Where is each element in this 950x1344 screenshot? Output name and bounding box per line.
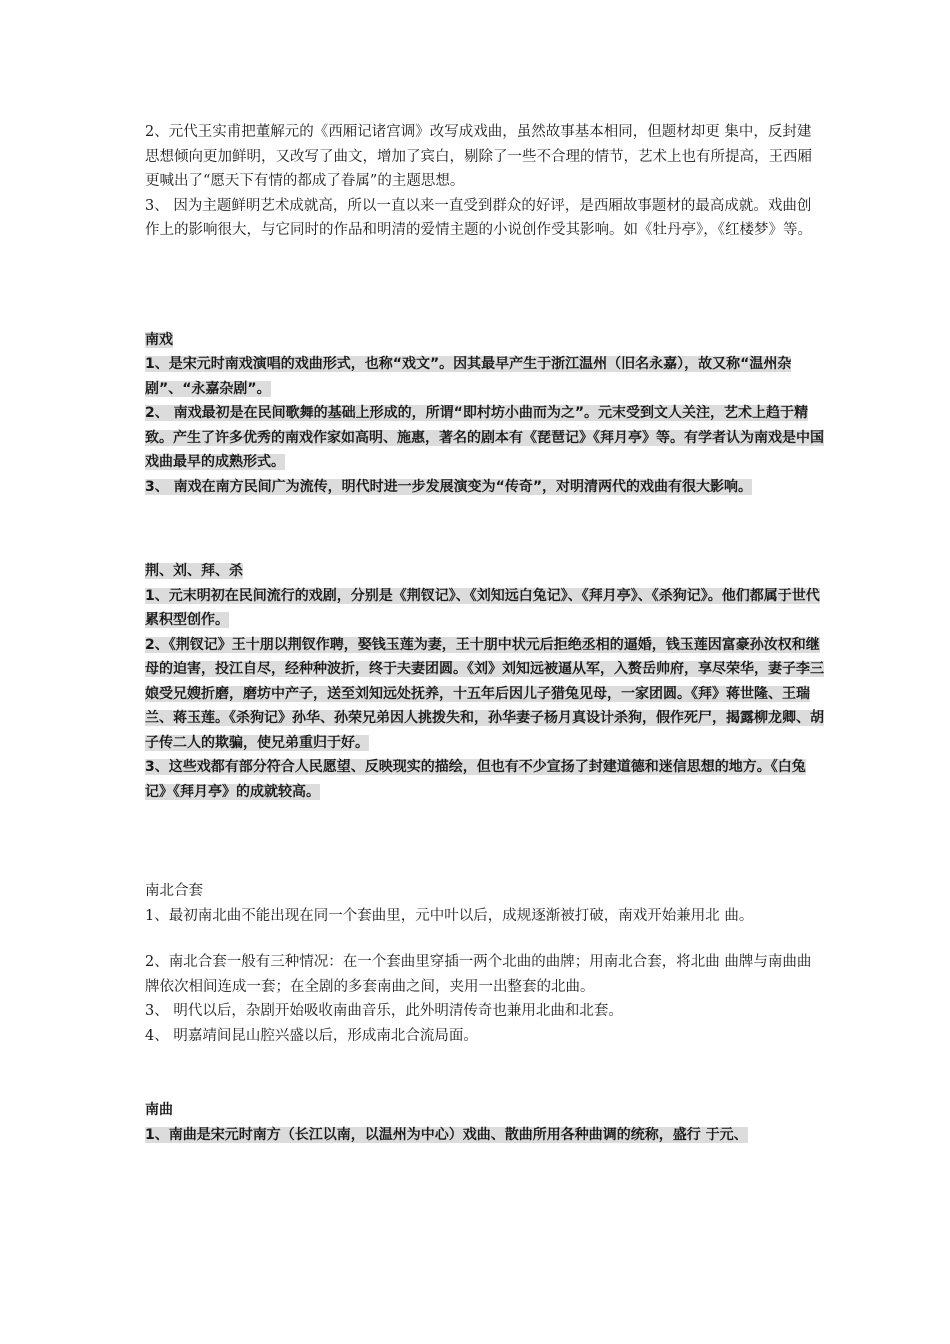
nanxi-item-3: 3、 南戏在南方民间广为流传，明代时进一步发展演变为“传奇”，对明清两代的戏曲有很大影响。	[145, 478, 753, 495]
nanqu-item-1: 1、南曲是宋元时南方（长江以南，以温州为中心）戏曲、散曲所用各种曲调的统称，盛行 于元、	[145, 1126, 748, 1143]
jingliu-item-3: 3、这些戏都有部分符合人民愿望、反映现实的描绘，但也有不少宣扬了封建道德和迷信思想的地方。《白兔记》《拜月亭》的成就较高。	[145, 759, 806, 800]
intro-paragraph-3: 3、 因为主题鲜明艺术成就高，所以一直以来一直受到群众的好评，是西厢故事题材的最高成就。戏曲创作上的影响很大，与它同时的作品和明清的爱情主题的小说创作受其影响。如《牡丹亭》，《红楼梦》等。	[145, 197, 812, 238]
jingliu-item-2: 2、《荆钗记》王十朋以荆钗作聘，娶钱玉莲为妻，王十朋中状元后拒绝丞相的逼婚，钱玉莲因富豪孙汝权和继母的迫害，投江自尽，经种种波折，终于夫妻团圆。《刘》刘知远被逼从军，入赘岳帅府，享尽荣华，妻子李三娘受兄嫂折磨，磨坊中产子，送至刘知远处抚养，十五年后因儿子猎兔见母，一家团圆。《拜》蒋世隆、王瑞兰、蒋玉莲。《杀狗记》孙华、孙荣兄弟因人挑拨失和，孙华妻子杨月真设计杀狗，假作死尸，揭露柳龙卿、胡子传二人的欺骗，使兄弟重归于好。	[145, 636, 824, 751]
nanxi-item-1: 1、是宋元时南戏演唱的戏曲形式，也称“戏文”。因其最早产生于浙江温州（旧名永嘉），故又称“温州杂剧”、“永嘉杂剧”。	[145, 356, 792, 397]
intro-paragraph-2: 2、元代王实甫把董解元的《西厢记诸宫调》改写成戏曲，虽然故事基本相同，但题材却更 集中，反封建思想倾向更加鲜明，又改写了曲文，增加了宾白，剔除了一些不合理的情节，艺术上也有所提高，王西厢更喊出了“愿天下有情的都成了眷属”的主题思想。	[145, 124, 812, 189]
nanbei-item-2: 2、南北合套一般有三种情况：在一个套曲里穿插一两个北曲的曲牌；用南北合套，将北曲 曲牌与南曲曲牌依次相间连成一套；在全剧的多套南曲之间，夹用一出整套的北曲。	[145, 954, 812, 995]
nanxi-item-2: 2、 南戏最初是在民间歌舞的基础上形成的，所谓“即村坊小曲而为之”。元末受到文人关注，艺术上趋于精致。产生了许多优秀的南戏作家如高明、施惠，著名的剧本有《琵琶记》《拜月亭》等。有学者认为南戏是中国戏曲最早的成熟形式。	[145, 405, 824, 470]
nanqu-section	[145, 1098, 825, 1147]
intro-section	[145, 120, 825, 243]
nanxi-title: 南戏	[145, 331, 173, 348]
document-page	[145, 120, 825, 1147]
nanbei-section	[145, 879, 825, 1048]
nanbei-item-3: 3、 明代以后，杂剧开始吸收南曲音乐，此外明清传奇也兼用北曲和北套。	[145, 1003, 623, 1019]
nanqu-title: 南曲	[145, 1102, 173, 1118]
nanbei-item-1: 1、最初南北曲不能出现在同一个套曲里，元中叶以后，成规逐渐被打破，南戏开始兼用北 曲。	[145, 907, 754, 924]
jingliu-title: 荆、刘、拜、杀	[145, 563, 243, 579]
nanxi-section	[145, 328, 825, 500]
nanbei-item-4: 4、 明嘉靖间昆山腔兴盛以后，形成南北合流局面。	[145, 1027, 478, 1044]
jingliu-item-1: 1、元末明初在民间流行的戏剧，分别是《荆钗记》、《刘知远白兔记》、《拜月亭》、《杀狗记》。他们都属于世代累积型创作。	[145, 587, 820, 628]
nanbei-title: 南北合套	[145, 883, 203, 899]
jingliu-section	[145, 559, 825, 804]
